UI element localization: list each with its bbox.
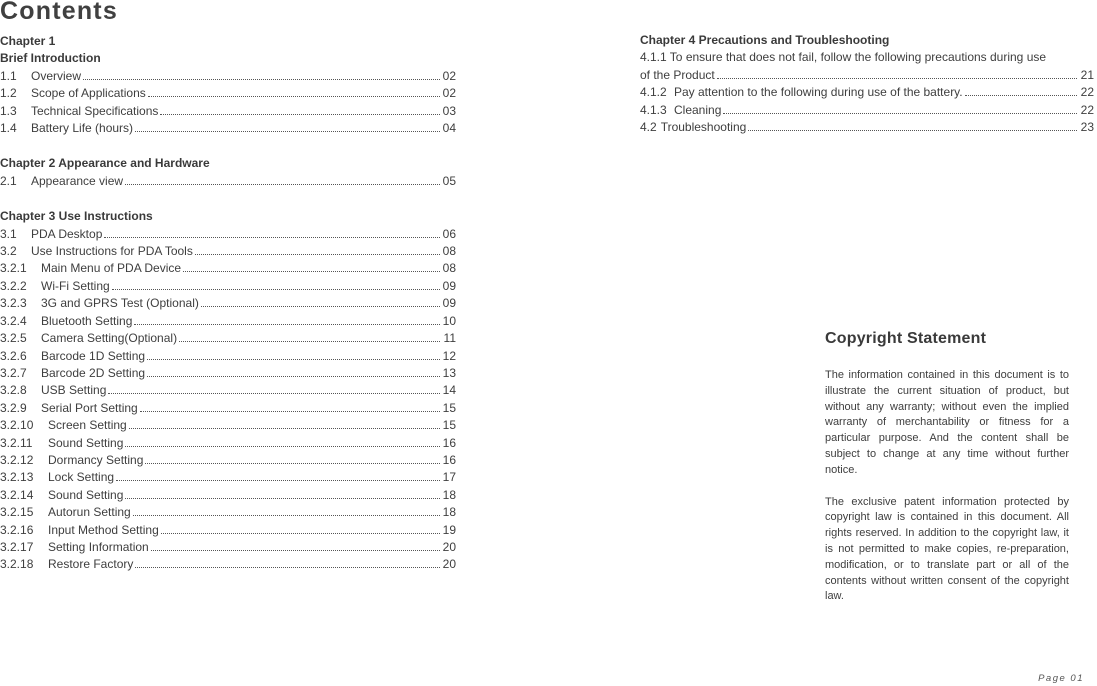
toc-entry-label: Battery Life (hours)	[31, 121, 134, 136]
toc-entry-label: Camera Setting(Optional)	[41, 331, 178, 346]
toc-entry-page: 13	[442, 365, 456, 380]
toc-entry-3-2-6[interactable]	[0, 348, 456, 365]
dot-leader	[125, 446, 440, 447]
toc-entry-3-2-12[interactable]	[0, 452, 456, 469]
toc-entry-label: PDA Desktop	[31, 226, 103, 241]
copyright-paragraph-2: The exclusive patent information protected by copyright law is contained in this document. All rights reserved. In addition to the copyright law, it is not permitted to make copies, re-preparation, modification, or to translate part or all of the contents without written consent of the copyright law.	[825, 495, 1069, 603]
toc-entry-number: 3.2.3	[0, 296, 27, 311]
toc-entry-page: 15	[442, 418, 456, 433]
chapter-2-heading: Chapter 2 Appearance and Hardware	[0, 156, 210, 171]
toc-entry-1-3[interactable]	[0, 103, 456, 120]
toc-entry-page: 09	[442, 278, 456, 293]
toc-entry-label: Cleaning	[674, 102, 722, 117]
dot-leader	[116, 480, 440, 481]
dot-leader	[195, 254, 440, 255]
contents-title: Contents	[0, 0, 118, 25]
toc-entry-4-2[interactable]	[640, 119, 1094, 136]
dot-leader	[160, 114, 440, 115]
chapter-1-label: Chapter 1	[0, 34, 56, 48]
toc-entry-3-2-5[interactable]	[0, 330, 456, 347]
toc-entry-3-2[interactable]	[0, 243, 456, 260]
toc-entry-label: Input Method Setting	[48, 522, 159, 537]
toc-entry-page: 17	[442, 470, 456, 485]
toc-entry-page: 04	[442, 121, 456, 136]
page-number: Page 01	[1038, 673, 1084, 684]
dot-leader	[151, 550, 440, 551]
toc-entry-4-1-2[interactable]	[640, 84, 1094, 101]
toc-entry-page: 16	[442, 452, 456, 467]
toc-entry-label: Technical Specifications	[31, 103, 159, 118]
dot-leader	[135, 567, 440, 568]
toc-entry-3-2-3[interactable]	[0, 295, 456, 312]
toc-entry-number: 3.2.8	[0, 383, 27, 398]
chapter-1-title: Brief Introduction	[0, 51, 101, 66]
copyright-statement	[825, 328, 1069, 621]
toc-entry-label: Lock Setting	[48, 470, 115, 485]
toc-entry-label: Wi-Fi Setting	[41, 278, 110, 293]
toc-entry-page: 16	[442, 435, 456, 450]
toc-entry-label: Dormancy Setting	[48, 452, 144, 467]
toc-entry-label: Use Instructions for PDA Tools	[31, 244, 193, 259]
toc-entry-label: Screen Setting	[48, 418, 127, 433]
dot-leader	[179, 341, 440, 342]
toc-entry-label: 3G and GPRS Test (Optional)	[41, 296, 199, 311]
toc-entry-number: 3.2.4	[0, 313, 27, 328]
toc-entry-page: 22	[1080, 85, 1094, 100]
toc-entry-number: 3.2.14	[0, 487, 34, 502]
toc-entry-number: 1.1	[0, 68, 17, 83]
toc-entry-3-2-16[interactable]	[0, 522, 456, 539]
chapter-4-block	[640, 32, 1094, 136]
toc-entry-page: 11	[443, 331, 456, 346]
dot-leader	[183, 271, 440, 272]
toc-entry-label: Bluetooth Setting	[41, 313, 133, 328]
chapter-2-block	[0, 155, 456, 190]
toc-entry-4-1-1-line1[interactable]: 4.1.1 To ensure that does not fail, follow the following precautions during use	[640, 50, 1047, 65]
toc-entry-page: 05	[442, 173, 456, 188]
toc-entry-label: Restore Factory	[48, 557, 134, 572]
toc-entry-label: Sound Setting	[48, 435, 124, 450]
toc-entry-number: 3.2.12	[0, 452, 34, 467]
dot-leader	[125, 184, 440, 185]
toc-entry-number: 3.2.10	[0, 418, 34, 433]
toc-entry-3-2-18[interactable]	[0, 556, 456, 573]
toc-entry-label: Barcode 2D Setting	[41, 365, 146, 380]
toc-entry-label: Barcode 1D Setting	[41, 348, 146, 363]
toc-entry-label: Serial Port Setting	[41, 400, 138, 415]
toc-entry-label: Autorun Setting	[48, 505, 131, 520]
dot-leader	[129, 428, 440, 429]
toc-entry-number: 3.2	[0, 244, 17, 259]
toc-entry-4-1-3[interactable]	[640, 102, 1094, 119]
toc-entry-page: 08	[442, 261, 456, 276]
toc-entry-number: 4.1.2	[640, 85, 667, 100]
toc-entry-number: 4.1.3	[640, 102, 667, 117]
copyright-title: Copyright Statement	[825, 330, 987, 347]
toc-entry-4-1-1-line2[interactable]	[640, 67, 1094, 84]
toc-entry-page: 22	[1080, 102, 1094, 117]
dot-leader	[104, 237, 440, 238]
toc-entry-3-2-8[interactable]	[0, 382, 456, 399]
toc-entry-number: 3.2.2	[0, 278, 27, 293]
chapter-4-heading: Chapter 4 Precautions and Troubleshooting	[640, 33, 890, 47]
chapter-3-heading: Chapter 3 Use Instructions	[0, 209, 153, 224]
toc-entry-page: 20	[442, 557, 456, 572]
dot-leader	[147, 359, 440, 360]
toc-entry-page: 15	[442, 400, 456, 415]
toc-entry-page: 19	[442, 522, 456, 537]
copyright-paragraph-1: The information contained in this document is to illustrate the current situation of product, but without any warranty; without even the implied warranty of merchantability or fitness for a particular purpose. And the content shall be subject to change at any time without further notice.	[825, 369, 1069, 476]
toc-entry-1-4[interactable]	[0, 120, 456, 137]
toc-entry-3-2-13[interactable]	[0, 469, 456, 486]
toc-entry-3-2-1[interactable]	[0, 260, 456, 277]
toc-entry-1-2[interactable]	[0, 85, 456, 102]
toc-entry-number: 3.2.6	[0, 348, 27, 363]
toc-entry-3-2-4[interactable]	[0, 313, 456, 330]
toc-entry-number: 3.2.7	[0, 365, 27, 380]
toc-entry-page: 06	[442, 226, 456, 241]
toc-entry-label: Setting Information	[48, 539, 149, 554]
toc-entry-label: of the Product	[640, 67, 715, 82]
toc-entry-3-2-7[interactable]	[0, 365, 456, 382]
toc-entry-3-2-9[interactable]	[0, 400, 456, 417]
dot-leader	[133, 515, 440, 516]
toc-entry-page: 23	[1080, 120, 1094, 135]
dot-leader	[723, 113, 1077, 114]
toc-entry-number: 3.2.15	[0, 505, 34, 520]
toc-entry-label: Scope of Applications	[31, 86, 146, 101]
toc-entry-page: 02	[442, 86, 456, 101]
toc-entry-label: Troubleshooting	[660, 120, 747, 135]
toc-entry-page: 14	[442, 383, 456, 398]
toc-entry-number: 3.2.11	[0, 435, 33, 450]
toc-entry-page: 10	[442, 313, 456, 328]
dot-leader	[147, 376, 440, 377]
toc-entry-number: 1.4	[0, 121, 17, 136]
dot-leader	[135, 131, 440, 132]
toc-entry-page: 18	[442, 487, 456, 502]
toc-entry-label: Appearance view	[31, 173, 124, 188]
toc-entry-page: 20	[442, 539, 456, 554]
dot-leader	[161, 533, 440, 534]
toc-entry-1-1[interactable]	[0, 68, 456, 85]
toc-entry-number: 3.2.17	[0, 539, 34, 554]
table-of-contents	[0, 33, 456, 592]
dot-leader	[134, 324, 440, 325]
toc-entry-page: 21	[1080, 67, 1094, 82]
toc-entry-number: 3.2.18	[0, 557, 34, 572]
toc-entry-number: 3.2.5	[0, 331, 27, 346]
toc-entry-label: Main Menu of PDA Device	[41, 261, 182, 276]
toc-entry-number: 2.1	[0, 173, 17, 188]
dot-leader	[717, 78, 1077, 79]
toc-entry-3-2-10[interactable]	[0, 417, 456, 434]
toc-entry-3-2-15[interactable]	[0, 504, 456, 521]
toc-entry-page: 02	[442, 68, 456, 83]
dot-leader	[140, 411, 440, 412]
toc-entry-number: 1.2	[0, 86, 17, 101]
toc-entry-3-2-14[interactable]	[0, 487, 456, 504]
dot-leader	[145, 463, 440, 464]
toc-entry-3-2-11[interactable]	[0, 435, 456, 452]
toc-entry-label: USB Setting	[41, 383, 107, 398]
chapter-3-block	[0, 208, 456, 574]
dot-leader	[108, 393, 440, 394]
toc-entry-page: 03	[442, 103, 456, 118]
toc-entry-number: 3.2.16	[0, 522, 34, 537]
chapter-1-block	[0, 33, 456, 137]
dot-leader	[125, 498, 440, 499]
toc-entry-label: Pay attention to the following during use of the battery.	[674, 85, 963, 100]
toc-entry-number: 3.2.9	[0, 400, 27, 415]
toc-entry-number: 3.2.13	[0, 470, 34, 485]
toc-entry-2-1[interactable]	[0, 173, 456, 190]
toc-entry-page: 18	[442, 505, 456, 520]
toc-entry-page: 12	[442, 348, 456, 363]
toc-entry-label: Overview	[31, 68, 82, 83]
dot-leader	[748, 130, 1077, 131]
toc-entry-number: 4.2	[640, 120, 657, 135]
toc-entry-label: Sound Setting	[48, 487, 124, 502]
toc-entry-3-1[interactable]	[0, 226, 456, 243]
dot-leader	[201, 306, 440, 307]
toc-entry-3-2-17[interactable]	[0, 539, 456, 556]
toc-entry-number: 3.2.1	[0, 261, 27, 276]
toc-entry-number: 1.3	[0, 103, 17, 118]
toc-entry-page: 09	[442, 296, 456, 311]
toc-entry-page: 08	[442, 244, 456, 259]
dot-leader	[965, 95, 1077, 96]
toc-entry-number: 3.1	[0, 226, 17, 241]
dot-leader	[148, 96, 440, 97]
toc-entry-3-2-2[interactable]	[0, 278, 456, 295]
dot-leader	[112, 289, 440, 290]
dot-leader	[83, 79, 440, 80]
